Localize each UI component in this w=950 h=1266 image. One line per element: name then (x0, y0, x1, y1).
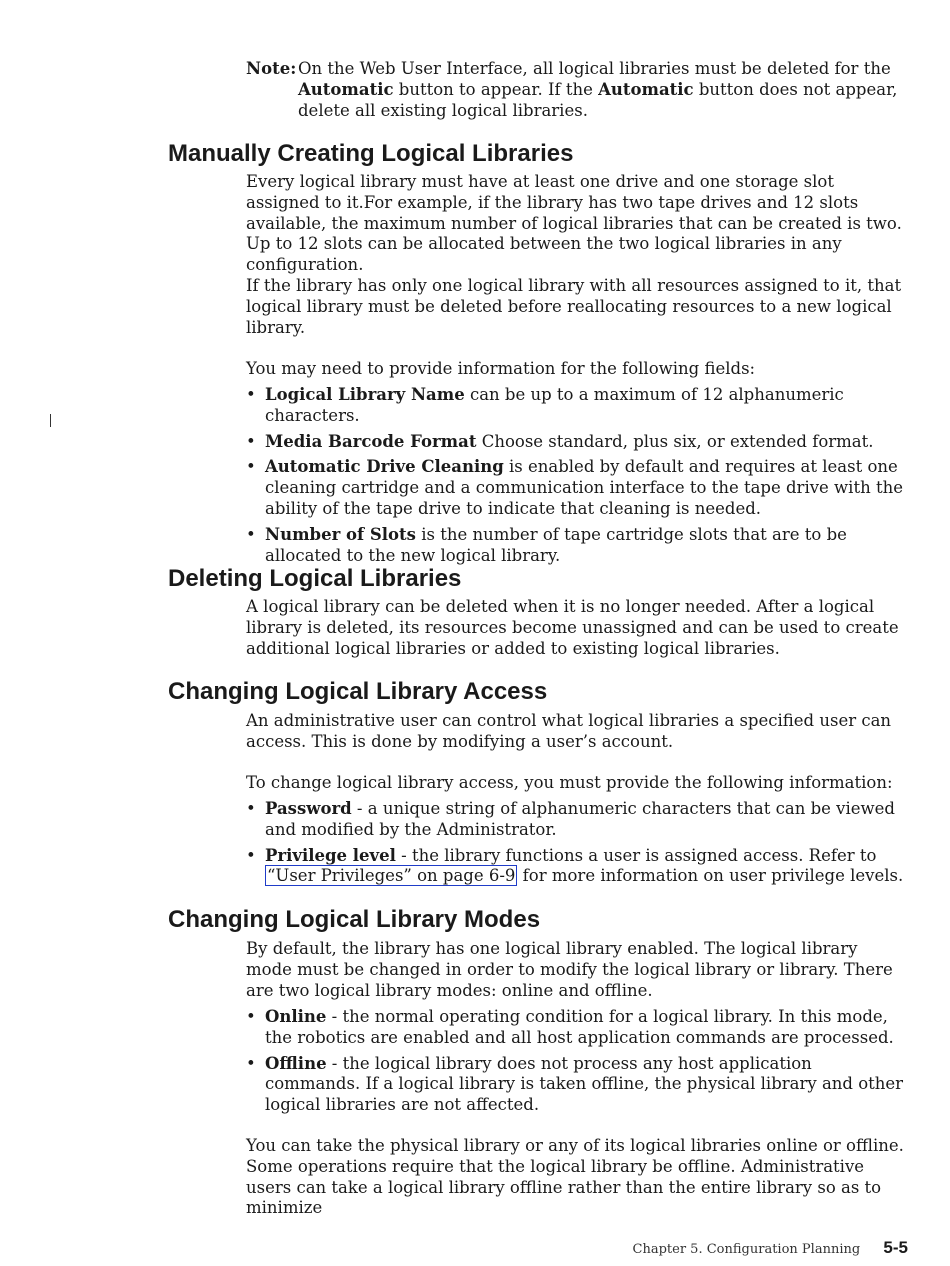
paragraph: You may need to provide information for the following fields: (246, 359, 756, 378)
section-heading-manually-creating: Manually Creating Logical Libraries (168, 140, 574, 167)
paragraph: To change logical library access, you must provide the following information: (246, 773, 893, 792)
revision-change-bar (50, 414, 51, 427)
mode-list (246, 1007, 906, 1121)
note-label: Note: (246, 59, 297, 78)
list-item: • Offline - the logical library does not process any host application commands. If a logical library is taken offline, the physical library and other logical libraries are not affected. (246, 1054, 906, 1116)
list-item: • Privilege level - the library functions a user is assigned access. Refer to “User Privileges” on page 6-9 for more information on user privilege levels. (246, 846, 906, 888)
page-number: 5-5 (883, 1238, 908, 1257)
section-heading-access: Changing Logical Library Access (168, 678, 548, 705)
paragraph: An administrative user can control what logical libraries a specified user can access. This is done by modifying a user’s account. (246, 711, 892, 751)
section-heading-deleting: Deleting Logical Libraries (168, 565, 462, 592)
paragraph: Every logical library must have at least one drive and one storage slot assigned to it.For example, if the library has two tape drives and 12 slots available, the maximum number of logical libraries that can be created is two. Up to 12 slots can be allocated between the two logical libraries in any configuration. (246, 172, 902, 275)
field-list (246, 385, 906, 571)
list-item: • Online - the normal operating condition for a logical library. In this mode, the robotics are enabled and all host application commands are processed. (246, 1007, 906, 1049)
paragraph: You can take the physical library or any of its logical libraries online or offline. Some operations require that the logical library be offline. Administrative users can take a logical library offline rather than the entire library so as to minimize (246, 1136, 904, 1218)
user-privileges-link[interactable]: “User Privileges” on page 6-9 (267, 866, 516, 886)
paragraph: A logical library can be deleted when it is no longer needed. After a logical library is deleted, its resources become unassigned and can be used to create additional logical libraries or added to existing logical libraries. (246, 597, 899, 658)
list-item: • Automatic Drive Cleaning is enabled by default and requires at least one cleaning cartridge and a communication interface to the tape drive with the ability of the tape drive to indicate that cleaning is needed. (246, 457, 906, 519)
paragraph: If the library has only one logical library with all resources assigned to it, that logical library must be deleted before reallocating resources to a new logical library. (246, 276, 902, 337)
note-text: On the Web User Interface, all logical libraries must be deleted for the Automatic button to appear. If the Automatic button does not appear, delete all existing logical libraries. (298, 59, 898, 120)
list-item: • Media Barcode Format Choose standard, plus six, or extended format. (246, 432, 906, 453)
list-item: • Password - a unique string of alphanumeric characters that can be viewed and modified by the Administrator. (246, 799, 906, 841)
list-item: • Number of Slots is the number of tape cartridge slots that are to be allocated to the new logical library. (246, 525, 906, 567)
section-heading-modes: Changing Logical Library Modes (168, 906, 541, 933)
info-list (246, 799, 906, 892)
page-footer (633, 1238, 908, 1258)
footer-chapter: Chapter 5. Configuration Planning (632, 1242, 861, 1257)
paragraph: By default, the library has one logical library enabled. The logical library mode must be changed in order to modify the logical library or library. There are two logical library modes: online and offline. (246, 939, 893, 1000)
list-item: • Logical Library Name can be up to a maximum of 12 alphanumeric characters. (246, 385, 906, 427)
